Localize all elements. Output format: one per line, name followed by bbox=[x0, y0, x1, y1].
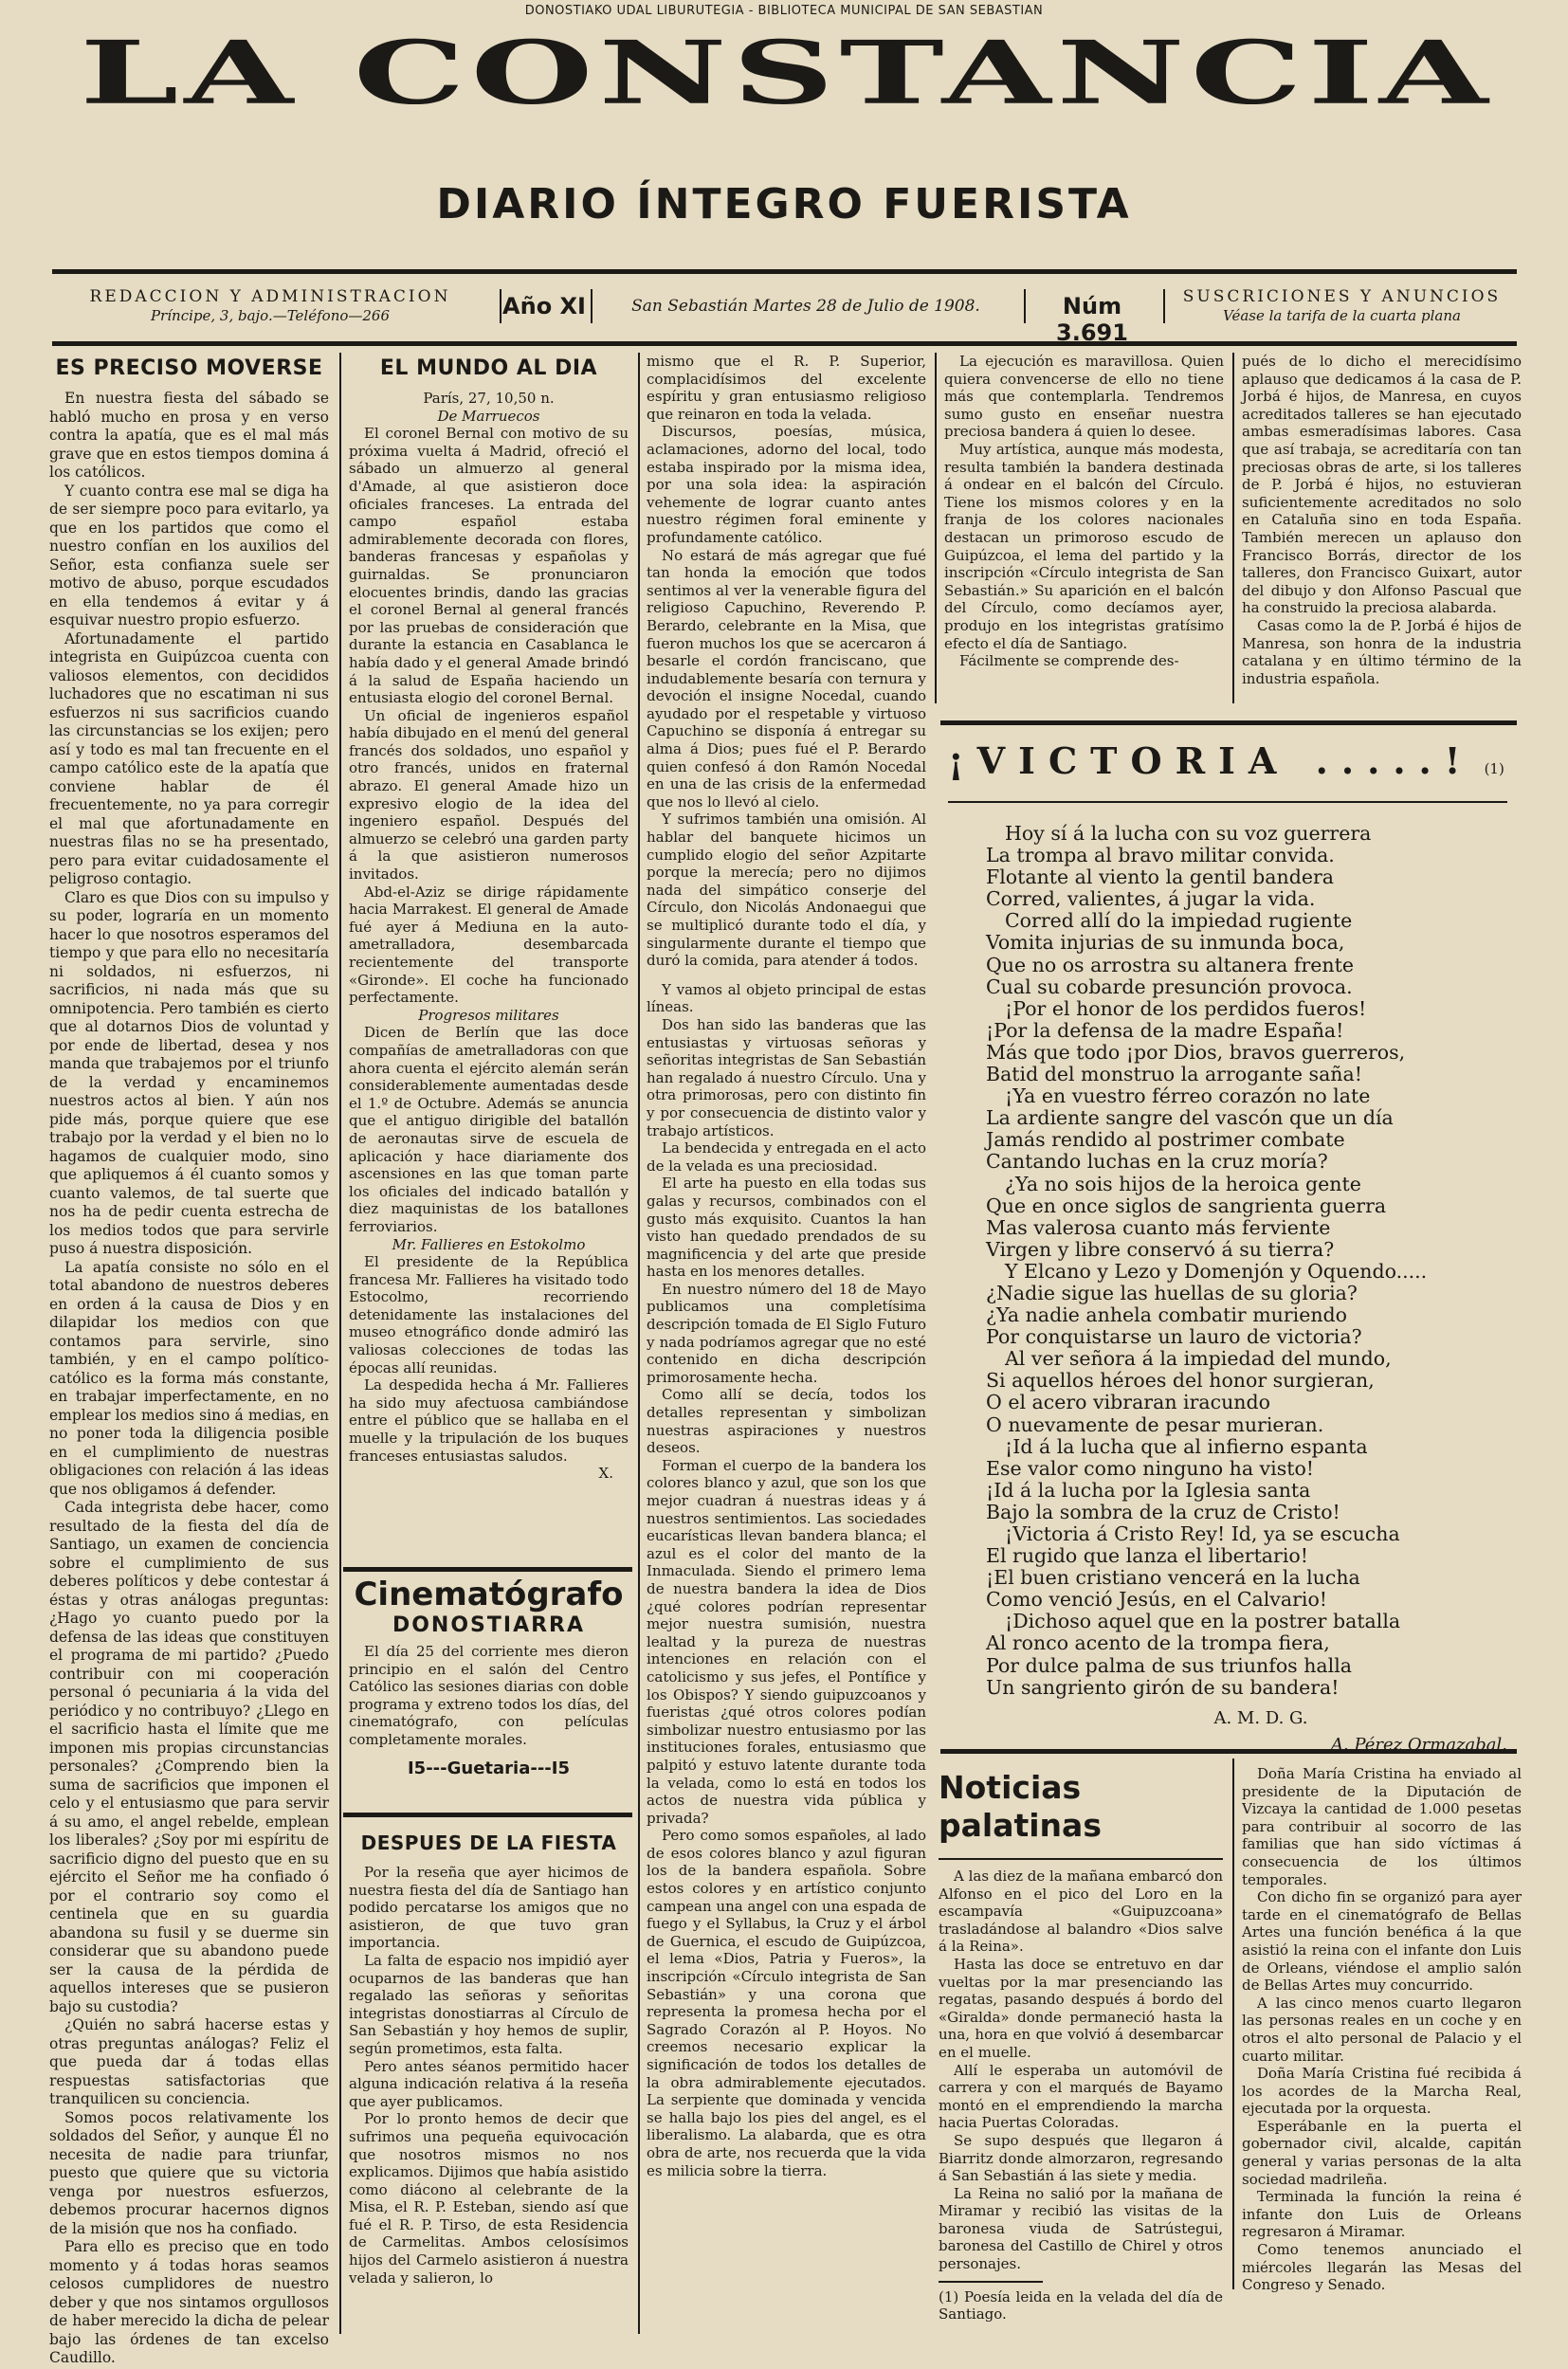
paragraph: Abd-el-Aziz se dirige rápidamente hacia Marrakest. El general de Amade fué ayer á Mediuna en la auto-ametralladora, desembarcada recientemente del transporte «Gironde». El coche ha funcionado perfectamente. bbox=[349, 883, 629, 1007]
poem-line: Al ver señora á la impiedad del mundo, bbox=[1005, 1347, 1392, 1371]
paragraph: Y sufrimos también una omisión. Al hablar del banquete hicimos un cumplido elogio del señor Azpitarte porque la merecía; pero no dijimos nada del simpático conserje del Círculo, don Nicolás Andonaegui que se multiplicó durante todo el día, y singularmente durante el tiempo que duró la comida, para atender á todos. bbox=[647, 811, 926, 970]
poem-line: ¿Ya no sois hijos de la heroica gente bbox=[1005, 1172, 1361, 1195]
paragraph: Afortunadamente el partido integrista en Guipúzcoa cuenta con valiosos elementos, con decididos luchadores que no escatiman ni sus esfuerzos ni sus sacrificios cuando las circunstancias se los exijen; pero así y todo es mal tan frecuente en el campo católico este de la apatía que conviene hablar de él frecuentemente, no ya para corregir el mal que afortunadamente en nuestras filas no se ha presentado, pero para evitar cuidadosamente el peligroso contagio. bbox=[49, 629, 329, 887]
paragraph: pués de lo dicho el merecidísimo aplauso que dedicamos á la casa de P. Jorbá é hijos, de Manresa, en cuyos acreditados talleres se han ejecutado ambas esmeradísimas labores. Casa que así trabaja, se acreditaría con tan preciosas obras de arte, si los talleres de P. Jorbá é hijos, no estuvieran suficientemente acreditados no solo en Cataluña sino en toda España. También merecen un aplauso don Francisco Borrás, director de los talleres, don Francisco Guixart, autor del dibujo y don Alfonso Pascual que ha construido la preciosa alabarda. bbox=[1242, 353, 1522, 617]
paragraph: La bendecida y entregada en el acto de la velada es una preciosidad. bbox=[647, 1139, 926, 1175]
paragraph: Terminada la función la reina é infante don Luis de Orleans regresaron á Miramar. bbox=[1242, 2188, 1522, 2241]
poem-line: Virgen y libre conservó á su tierra? bbox=[986, 1237, 1335, 1261]
advert-title: Cinematógrafo bbox=[354, 1576, 624, 1613]
poem-line: O el acero vibraran iracundo bbox=[986, 1391, 1270, 1414]
paragraph: La apatía consiste no sólo en el total abandono de nuestros deberes en orden á la causa de Dios y en dilapidar los medios con que contamos para servirle, sino también, y en el campo político-católico es la forma más constante, en trabajar imperfectamente, en no emplear los medios sino á medias, en no poner toda la diligencia posible en el cumplimiento de nuestras obligaciones con relación á las ideas que nos obligamos á defender. bbox=[49, 1258, 329, 1498]
poem-line: ¿Nadie sigue las huellas de su gloria? bbox=[986, 1281, 1358, 1304]
paragraph: Y cuanto contra ese mal se diga ha de ser siempre poco para evitarlo, ya que en los partidos que como el nuestro confían en los auxilios del Señor, esta confianza suele ser motivo de abuso, porque escudados en ella tendemos á evitar y á esquivar nuestro propio esfuerzo. bbox=[49, 482, 329, 629]
tarifa-text: Véase la tarifa de la cuarta plana bbox=[1223, 307, 1461, 324]
paragraph: Muy artística, aunque más modesta, resulta también la bandera destinada á ondear en el balcón del Círculo. Tiene los mismos colores y en la franja de los colores nacionales destacan un primoroso escudo de Guipúzcoa, el lema del partido y la inscripción «Círculo integrista de San Sebastián.» Su aparición en el balcón del Círculo, como decíamos ayer, produjo en los integristas gratísimo efecto el día de Santiago. bbox=[944, 440, 1224, 652]
advert-text: El día 25 del corriente mes dieron principio en el salón del Centro Católico las sesiones diarias con doble programa y extreno todos los días, del cinematógrafo, con películas completamente morales. bbox=[349, 1643, 629, 1748]
poem-lines bbox=[986, 823, 1507, 1699]
paragraph: Esperábanle en la puerta el gobernador civil, alcalde, capitán general y varias personas de la alta sociedad madrileña. bbox=[1242, 2117, 1522, 2188]
library-watermark-line: DONOSTIAKO UDAL LIBURUTEGIA - BIBLIOTECA MUNICIPAL DE SAN SEBASTIAN bbox=[524, 4, 1044, 18]
poem-line: Bajo la sombra de la cruz de Cristo! bbox=[986, 1500, 1340, 1523]
poem-rule-top bbox=[940, 720, 1517, 725]
paragraph: Hasta las doce se entretuvo en dar vueltas por la mar presenciando las regatas, pasando después á bordo del «Giralda» donde permaneció hasta la una, hora en que volvió á desembarcar en el muelle. bbox=[939, 1955, 1223, 2061]
header-rule-top bbox=[52, 269, 1517, 274]
article-signature: X. bbox=[598, 1465, 613, 1483]
paragraph: No estará de más agregar que fué tan honda la emoción que todos sentimos al ver la venerable figura del religioso Capuchino, Reverendo P. Berardo, celebrante en la Misa, que fueron muchos los que se acercaron á besarle el cordón franciscano, que indudablemente besaría con ternura y devoción el insigne Nocedal, cuando ayudado por el respetable y virtuoso Capuchino se disponía á entregar su alma á Dios; pues fué el P. Berardo quien confesó á don Ramón Nocedal en una de las crisis de la enfermedad que nos lo llevó al cielo. bbox=[647, 546, 926, 811]
section-subheading: Mr. Fallieres en Estokolmo bbox=[392, 1235, 586, 1253]
poem-line: ¿Ya nadie anhela combatir muriendo bbox=[986, 1303, 1347, 1327]
paragraph: Dicen de Berlín que las doce compañías de ametralladoras con que ahora cuenta el ejército alemán serán considerablemente aumentadas desde el 1.º de Octubre. Además se anuncia que el antiguo dirigible del batallón de aeronautas sirve de escuela de aplicación y hace diariamente dos ascensiones en las que toman parte los oficiales del indicado batallón y diez maquinistas de los batallones ferroviarios. bbox=[349, 1024, 629, 1235]
article-noticias-palatinas-cont bbox=[1242, 1765, 1522, 2294]
paragraph: Como allí se decía, todos los detalles representan y simbolizan nuestras aspiraciones y nuestros deseos. bbox=[647, 1386, 926, 1457]
paragraph: En nuestra fiesta del sábado se habló mucho en prosa y en verso contra la apatía, que es el mal más grave que en estos tiempos domina á los católicos. bbox=[49, 390, 329, 481]
column-divider bbox=[1232, 353, 1234, 703]
poem-line: Y Elcano y Lezo y Domenjón y Oquendo..... bbox=[1005, 1259, 1428, 1283]
poem-line: Que en once siglos de sangrienta guerra bbox=[986, 1194, 1387, 1217]
article-noticias-palatinas bbox=[939, 1761, 1223, 2323]
poem-line: Un sangriento girón de su bandera! bbox=[986, 1675, 1340, 1699]
column-divider bbox=[339, 353, 341, 2334]
poem-line: Como venció Jesús, en el Calvario! bbox=[986, 1588, 1328, 1612]
column-divider bbox=[638, 353, 640, 2334]
poem-line: Cual su cobarde presunción provoca. bbox=[986, 975, 1353, 998]
issue-date: San Sebastián Martes 28 de Julio de 1908. bbox=[631, 297, 980, 316]
poem-line: La ardiente sangre del vascón que un día bbox=[986, 1106, 1394, 1130]
paragraph: Forman el cuerpo de la bandera los colores blanco y azul, que son los que mejor cuadran á nuestras ideas y á nuestros sentimientos. Las sociedades eucarísticas llevan bandera blanca; el azul es el color del manto de la Inmaculada. Siendo el primero lema de nuestra bandera la idea de Dios ¿qué colores podrían representar mejor nuestra sumisión, nuestra lealtad y la pureza de nuestras intenciones en relación con el catolicismo y sus jefes, el Pontífice y los Obispos? Y siendo guipuzcoanos y fueristas ¿qué otros colores podían simbolizar nuestro entusiasmo por las instituciones forales, entusiasmo que palpitó y estuvo latente durante toda la velada, como lo está en todos los actos de nuestra vida pública y privada? bbox=[647, 1456, 926, 1827]
paragraph: Pero como somos españoles, al lado de esos colores blanco y azul figuran los de la bandera española. Sobre estos colores y en artístico conjunto campean una angel con una espada de fuego y el Syllabus, la Cruz y el árbol de Guernica, el escudo de Guipúzcoa, el lema «Dios, Patria y Fueros», la inscripción «Círculo integrista de San Sebastián» y una corona que representa la promesa hecha por el Sagrado Corazón al P. Hoyos. No creemos necesario explicar la significación de todos los detalles de la obra admirablemente ejecutados. La serpiente que dominada y vencida se halla bajo los pies del angel, es el liberalismo. La alabarda, que es otra obra de arte, nos recuerda que la vida es milicia sobre la tierra. bbox=[647, 1827, 926, 2179]
address-text: Príncipe, 3, bajo.—Teléfono—266 bbox=[150, 307, 391, 324]
paragraph: Discursos, poesías, música, aclamaciones, adorno del local, todo estaba inspirado por la misma idea, por una sola idea: la aspiración vehemente de lograr cuanto antes nuestro régimen foral eminente y profundamente católico. bbox=[647, 423, 926, 546]
year-label: Año XI bbox=[502, 293, 586, 319]
article-continuation-jorba bbox=[1242, 353, 1522, 703]
section-rule bbox=[343, 1813, 632, 1817]
poem-line: Flotante al viento la gentil bandera bbox=[986, 866, 1334, 889]
poem-line: Si aquellos héroes del honor surgieran, bbox=[986, 1369, 1375, 1393]
article-el-mundo-al-dia bbox=[349, 353, 629, 1566]
masthead-title: LA CONSTANCIA bbox=[80, 21, 1494, 124]
poem-line: Que no os arrostra su altanera frente bbox=[986, 953, 1354, 976]
poem-line: Corred, valientes, á jugar la vida. bbox=[986, 887, 1316, 911]
paragraph: La Reina no salió por la mañana de Miramar y recibió las visitas de la baronesa viuda de Satrústegui, baronesa del Castillo de Chirel y otros personajes. bbox=[939, 2184, 1223, 2273]
poem-line: Por dulce palma de sus triunfos halla bbox=[986, 1653, 1352, 1677]
paragraph: Somos pocos relativamente los soldados del Señor, y aunque Él no necesita de nadie para triunfar, puesto que quiere que su victoria venga por nuestros esfuerzos, debemos procurar hacernos dignos de la misión que nos ha confiado. bbox=[49, 2108, 329, 2237]
paragraph: A las cinco menos cuarto llegaron las personas reales en un coche y en otros el alto personal de Palacio y el cuarto militar. bbox=[1242, 1994, 1522, 2065]
poem-line: La trompa al bravo militar convida. bbox=[986, 844, 1335, 867]
paragraph: Doña María Cristina fué recibida á los acordes de la Marcha Real, ejecutada por la orquesta. bbox=[1242, 2065, 1522, 2118]
paragraph: La falta de espacio nos impidió ayer ocuparnos de las banderas que han regalado las señoras y señoritas integristas donostiarras al Círculo de San Sebastián y hoy hemos de suplir, según prometimos, esta falta. bbox=[349, 1951, 629, 2057]
poem-line: Al ronco acento de la trompa fiera, bbox=[986, 1631, 1330, 1655]
redaccion-label: REDACCION Y ADMINISTRACION bbox=[89, 287, 451, 306]
paragraph: mismo que el R. P. Superior, complacidísimos del excelente espíritu y gran entusiasmo religioso que reinaron en toda la velada. bbox=[647, 353, 926, 423]
issue-number: Núm 3.691 bbox=[1056, 293, 1128, 346]
poem-line: ¡Por el honor de los perdidos fueros! bbox=[1005, 996, 1367, 1020]
heading-rule bbox=[939, 1858, 1223, 1860]
poem-line: ¡El buen cristiano vencerá en la lucha bbox=[986, 1566, 1360, 1590]
section-subheading: De Marruecos bbox=[437, 407, 540, 425]
article-continuation-banderas bbox=[944, 353, 1224, 703]
poem-line: Por conquistarse un lauro de victoria? bbox=[986, 1325, 1362, 1349]
poem-author bbox=[948, 1706, 1507, 1755]
footnote-mark: (1) bbox=[1484, 760, 1504, 777]
poem-line: Más que todo ¡por Dios, bravos guerreros, bbox=[986, 1040, 1406, 1064]
paragraph: El presidente de la República francesa Mr. Fallieres ha visitado todo Estocolmo, recorriendo detenidamente las instalaciones del museo etnográfico donde admiró las valiosas colecciones de todas las épocas allí reunidas. bbox=[349, 1253, 629, 1376]
column-divider bbox=[935, 353, 937, 703]
poem-line: Ese valor como ninguno ha visto! bbox=[986, 1456, 1315, 1480]
poem-line: Cantando luchas en la cruz moría? bbox=[986, 1150, 1328, 1174]
poem-line: O nuevamente de pesar murieran. bbox=[986, 1412, 1324, 1436]
paragraph: Doña María Cristina ha enviado al presidente de la Diputación de Vizcaya la cantidad de 1.000 pesetas para contribuir al socorro de las familias que han sido víctimas á consecuencia de los últimos temporales. bbox=[1242, 1765, 1522, 1888]
paragraph: Por la reseña que ayer hicimos de nuestra fiesta del día de Santiago han podido percatarse los amigos que no asistieron, de que tuvo gran importancia. bbox=[349, 1864, 629, 1952]
paragraph: Con dicho fin se organizó para ayer tarde en el cinematógrafo de Bellas Artes una función benéfica á la que asistió la reina con el infante don Luis de Orleans, viéndose el amplio salón de Bellas Artes muy concurrido. bbox=[1242, 1888, 1522, 1995]
section-subheading: Progresos militares bbox=[418, 1006, 559, 1024]
paragraph: La despedida hecha á Mr. Fallieres ha sido muy afectuosa cambiándose entre el público que se hallaba en el muelle y la tripulación de los buques franceses entusiastas saludos. bbox=[349, 1376, 629, 1465]
paragraph: ¿Quién no sabrá hacerse estas y otras preguntas análogas? Feliz el que pueda dar á todas ellas respuestas satisfactorias que tranquilicen su conciencia. bbox=[49, 2016, 329, 2107]
paragraph: Por lo pronto hemos de decir que sufrimos una pequeña equivocación que nosotros mismos no nos explicamos. Dijimos que había asistido como diácono al celebrante de la Misa, el R. P. Esteban, siendo así que fué el R. P. Tirso, de esta Residencia de Carmelitas. Ambos celosísimos hijos del Carmelo asistieron á nuestra velada y salieron, lo bbox=[349, 2110, 629, 2287]
paragraph: Dos han sido las banderas que las entusiastas y virtuosas señoras y señoritas integristas de San Sebastián han regalado á nuestro Círculo. Una y otra primorosas, pero con distinto fin y por consecuencia de distinto valor y trabajo artísticos. bbox=[647, 1015, 926, 1139]
paragraph: Se supo después que llegaron á Biarritz donde almorzaron, regresando á San Sebastián á las siete y media. bbox=[939, 2131, 1223, 2185]
article-heading: ES PRECISO MOVERSE bbox=[55, 356, 323, 380]
paragraph: Claro es que Dios con su impulso y su poder, lograría en un momento hacer lo que nosotros esperamos del tiempo y que para ello no necesitaría ni soldados, ni esfuerzos, ni sacrificios, ni nada más que su omnipotencia. Pero también es cierto que al dotarnos Dios de voluntad y por ende de libertad, desea y nos manda que trabajemos por el triunfo de la verdad y encaminemos nuestros actos al bien. Y aún nos pide más, porque quiere que ese trabajo por la verdad y el bien no lo hagamos de cualquier modo, sino que apliquemos á él cuanto somos y cuanto valemos, de tal suerte que nos ha de pedir cuenta estrecha de los medios todos que para servirle puso á nuestra disposición. bbox=[49, 888, 329, 1257]
paragraph: Fácilmente se comprende des- bbox=[959, 652, 1179, 670]
dateline: París, 27, 10,50 n. bbox=[423, 390, 555, 407]
poem-line: Batid del monstruo la arrogante saña! bbox=[986, 1063, 1362, 1086]
paragraph: Un oficial de ingenieros español había dibujado en el menú del general francés dos soldados, uno español y otro francés, unidos en fraternal abrazo. El general Amade hizo un expresivo elogio de la idea del ingeniero español. Después del almuerzo se celebró una garden party á la que asistieron numerosos invitados. bbox=[349, 706, 629, 884]
poem-line: ¡Id á la lucha que al infierno espanta bbox=[1005, 1434, 1368, 1458]
advert-line: I5---Guetaria---I5 bbox=[407, 1758, 570, 1778]
poem-line: ¡Id á la lucha por la Iglesia santa bbox=[986, 1478, 1311, 1502]
poem-amdg: A. M. D. G. bbox=[1213, 1708, 1308, 1728]
poem-line: Vomita injurias de su inmunda boca, bbox=[986, 931, 1345, 955]
paragraph: Allí le esperaba un automóvil de carrera y con el marqués de Bayamo montó en el emprendiendo la marcha hacia Puertas Coloradas. bbox=[939, 2061, 1223, 2132]
poem-rule-bottom bbox=[940, 1749, 1517, 1754]
article-heading: EL MUNDO AL DIA bbox=[379, 356, 598, 380]
paragraph: Pero antes séanos permitido hacer alguna indicación relativa á la reseña que ayer publicamos. bbox=[349, 2057, 629, 2110]
paragraph: Y vamos al objeto principal de estas líneas. bbox=[647, 980, 926, 1016]
poem-line: ¡Dichoso aquel que en la postrer batalla bbox=[1005, 1610, 1401, 1633]
poem-line: El rugido que lanza el libertario! bbox=[986, 1544, 1308, 1568]
paragraph: El arte ha puesto en ella todas sus galas y recursos, combinados con el gusto más exquisito. Cuantos la han visto han quedado prendados de su magnificencia y del arte que preside hasta en los menores detalles. bbox=[647, 1175, 926, 1281]
article-despues-de-la-fiesta bbox=[349, 1828, 629, 2334]
article-heading: Noticias palatinas bbox=[939, 1769, 1102, 1844]
poem-line: ¡Ya en vuestro férreo corazón no late bbox=[1005, 1084, 1371, 1108]
masthead-subtitle: DIARIO ÍNTEGRO FUERISTA bbox=[436, 180, 1132, 228]
poem-line: ¡Victoria á Cristo Rey! Id, ya se escucha bbox=[1005, 1522, 1400, 1545]
poem-line: ¡Por la defensa de la madre España! bbox=[986, 1018, 1344, 1042]
info-divider bbox=[1163, 289, 1165, 323]
poem-author-text: A. Pérez Ormazabal. bbox=[1331, 1735, 1507, 1755]
poem-line: Jamás rendido al postrimer combate bbox=[986, 1128, 1345, 1152]
article-heading: DESPUES DE LA FIESTA bbox=[360, 1831, 617, 1854]
poem-line: Corred allí do la impiedad rugiente bbox=[1005, 909, 1353, 933]
suscripciones-block bbox=[1167, 287, 1517, 325]
redaccion-block bbox=[52, 287, 488, 325]
paragraph: Casas como la de P. Jorbá é hijos de Manresa, son honra de la industria catalana y en último término de la industria española. bbox=[1242, 616, 1522, 687]
article-continuation bbox=[647, 353, 926, 2334]
footnote: (1) Poesía leida en la velada del día de Santiago. bbox=[939, 2287, 1223, 2323]
paragraph: El coronel Bernal con motivo de su próxima vuelta á Madrid, ofreció el sábado un almuerzo al general d'Amade, al que asistieron doce oficiales franceses. La entrada del campo español estaba admirablemente decorada con flores, banderas francesas y españolas y guirnaldas. Se pronunciaron elocuentes brindis, dando las gracias el coronel Bernal al general francés por las pruebas de consideración que durante la estancia en Casablanca le había dado y el general Amade brindó á la salud de España haciendo un entusiasta elogio del coronel Bernal. bbox=[349, 425, 629, 707]
advert-subtitle: DONOSTIARRA bbox=[392, 1613, 586, 1637]
footnote-rule bbox=[939, 2281, 1043, 2283]
paragraph: En nuestro número del 18 de Mayo publicamos una completísima descripción tomada de El Siglo Futuro y nada podríamos agregar que no esté contenido en dicha descripción primorosamente hecha. bbox=[647, 1280, 926, 1386]
header-rule-bottom bbox=[52, 341, 1517, 346]
poem-line: Hoy sí á la lucha con su voz guerrera bbox=[1005, 822, 1372, 845]
column-divider bbox=[1232, 1759, 1234, 2289]
advert-cinematografo bbox=[349, 1576, 629, 1803]
paragraph: La ejecución es maravillosa. Quien quiera convencerse de ello no tiene más que contemplarla. Tendremos sumo gusto en enseñar nuestra preciosa bandera á quien lo desee. bbox=[944, 353, 1224, 441]
poem-line: Mas valerosa cuanto más ferviente bbox=[986, 1215, 1331, 1239]
poem-rule-under-title bbox=[948, 801, 1507, 803]
article-es-preciso-moverse bbox=[49, 353, 329, 2366]
poem-title: ¡VICTORIA .....! bbox=[948, 739, 1474, 782]
info-bar bbox=[52, 287, 1517, 346]
paragraph: A las diez de la mañana embarcó don Alfonso en el pico del Loro en la escampavía «Guipuzcoana» trasladándose al balandro «Dios salve á la Reina». bbox=[939, 1868, 1223, 1956]
section-rule bbox=[343, 1567, 632, 1572]
paragraph: Para ello es preciso que en todo momento y á todas horas seamos celosos cumplidores de nuestro deber y que nos sintamos orgullosos de haber merecido la dicha de pelear bajo las órdenes de tan excelso Caudillo. bbox=[49, 2238, 329, 2366]
paragraph: Como tenemos anunciado el miércoles llegarán las Mesas del Congreso y Senado. bbox=[1242, 2241, 1522, 2294]
paragraph: Cada integrista debe hacer, como resultado de la fiesta del día de Santiago, un examen de conciencia sobre el cumplimiento de sus deberes políticos y debe contestar á éstas y otras análogas preguntas: ¿Hago yo cuanto puedo por la defensa de las ideas que constituyen el programa de mi partido? ¿Puedo contribuir con mi cooperación personal ó pecuniaria á la vida del periódico y no contribuyo? ¿Llego en el sacrificio hasta el límite que me imponen mis propias circunstancias personales? ¿Comprendo bien la suma de sacrificios que imponen el celo y el entusiasmo que para servir á su amo, el angel rebelde, emplean los liberales? ¿Soy por mi espíritu de sacrificio digno del puesto que en su ejército el Señor me ha confiado ó por el contrario soy como el centinela que en su guardia abandona su fusil y se duerme sin considerar que su abandono puede ser la causa de la pérdida de aquellos intereses que se pusieron bajo su custodia? bbox=[49, 1499, 329, 2015]
suscripciones-label: SUSCRICIONES Y ANUNCIOS bbox=[1182, 287, 1502, 306]
poem-title-block bbox=[948, 739, 1517, 796]
